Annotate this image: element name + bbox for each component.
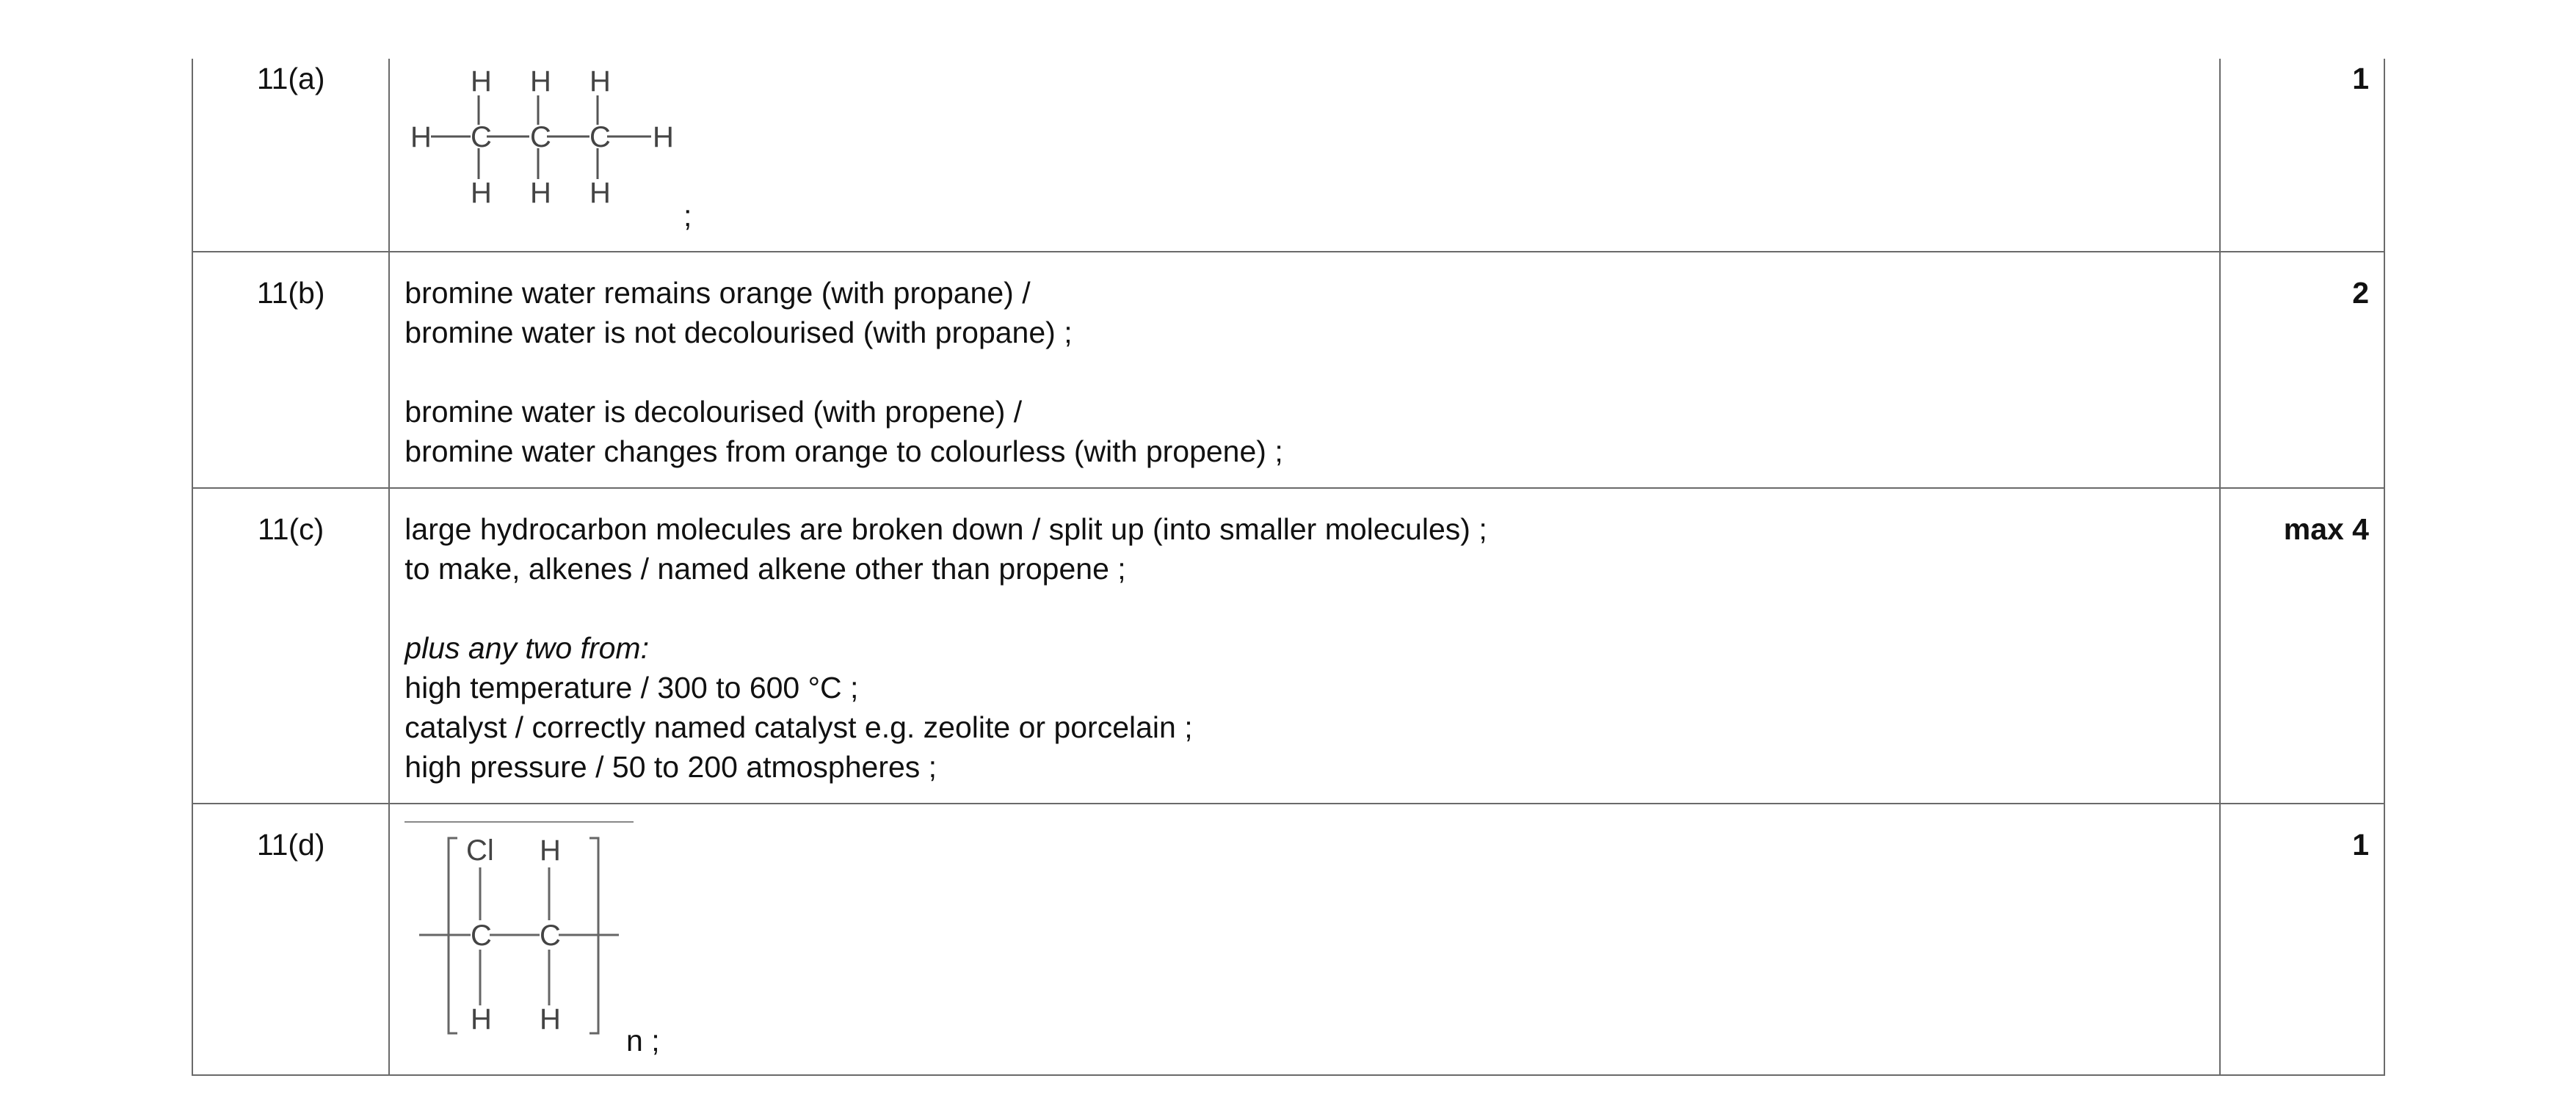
marks: max 4 [2220,488,2384,804]
answer-line: bromine water is not decolourised (with propane) ; [404,316,1073,349]
question-number: 11(c) [192,488,389,804]
svg-text:H: H [589,65,612,98]
marks: 1 [2220,804,2384,1075]
answer-instruction: plus any two from: [404,631,649,665]
table-row [192,252,2384,488]
answer-line: high pressure / 50 to 200 atmospheres ; [404,750,937,784]
mark-scheme [192,59,2385,1076]
marks: 2 [2220,252,2384,488]
propane-structure [404,59,2219,250]
answer-line: large hydrocarbon molecules are broken down / split up (into smaller molecules) ; [404,512,1487,546]
svg-text:C: C [471,920,493,952]
poly-chloroethene-formula [404,804,713,1073]
svg-text:H: H [530,177,552,209]
propane-structural-formula [404,59,698,250]
question-number: 11(d) [192,804,389,1075]
svg-text:H: H [530,65,552,98]
question-number: 11(a) [192,59,389,252]
svg-text:H: H [540,1003,562,1035]
svg-text:C: C [471,121,493,153]
answer-line: bromine water is decolourised (with propene) / [404,395,1023,429]
svg-text:H: H [410,121,432,153]
table-row [192,59,2384,252]
svg-text:H: H [471,177,493,209]
question-number: 11(b) [192,252,389,488]
svg-text:Cl: Cl [466,834,495,867]
svg-text:n ;: n ; [626,1024,660,1057]
svg-text:H: H [540,834,562,867]
svg-text:H: H [653,121,675,153]
answer-line: bromine water changes from orange to colourless (with propene) ; [404,434,1283,468]
mark-scheme-table [192,59,2385,1076]
svg-text:C: C [589,121,612,153]
marks: 1 [2220,59,2384,252]
answer-line: catalyst / correctly named catalyst e.g. zeolite or porcelain ; [404,710,1193,744]
svg-text:C: C [530,121,552,153]
answer-line: bromine water remains orange (with propane) / [404,276,1031,310]
table-row [192,488,2384,804]
answer-line: high temperature / 300 to 600 °C ; [404,671,859,705]
answer-line: to make, alkenes / named alkene other than propene ; [404,552,1126,586]
pvc-structure [404,804,2219,1073]
answer-cell [389,804,2220,1075]
svg-text:H: H [471,1003,493,1035]
table-row [192,804,2384,1075]
svg-text:H: H [471,65,493,98]
svg-text:H: H [589,177,612,209]
answer-cell [389,59,2220,252]
svg-text:;: ; [683,199,692,233]
answer-cell [389,488,2220,804]
answer-cell [389,252,2220,488]
svg-text:C: C [540,920,562,952]
